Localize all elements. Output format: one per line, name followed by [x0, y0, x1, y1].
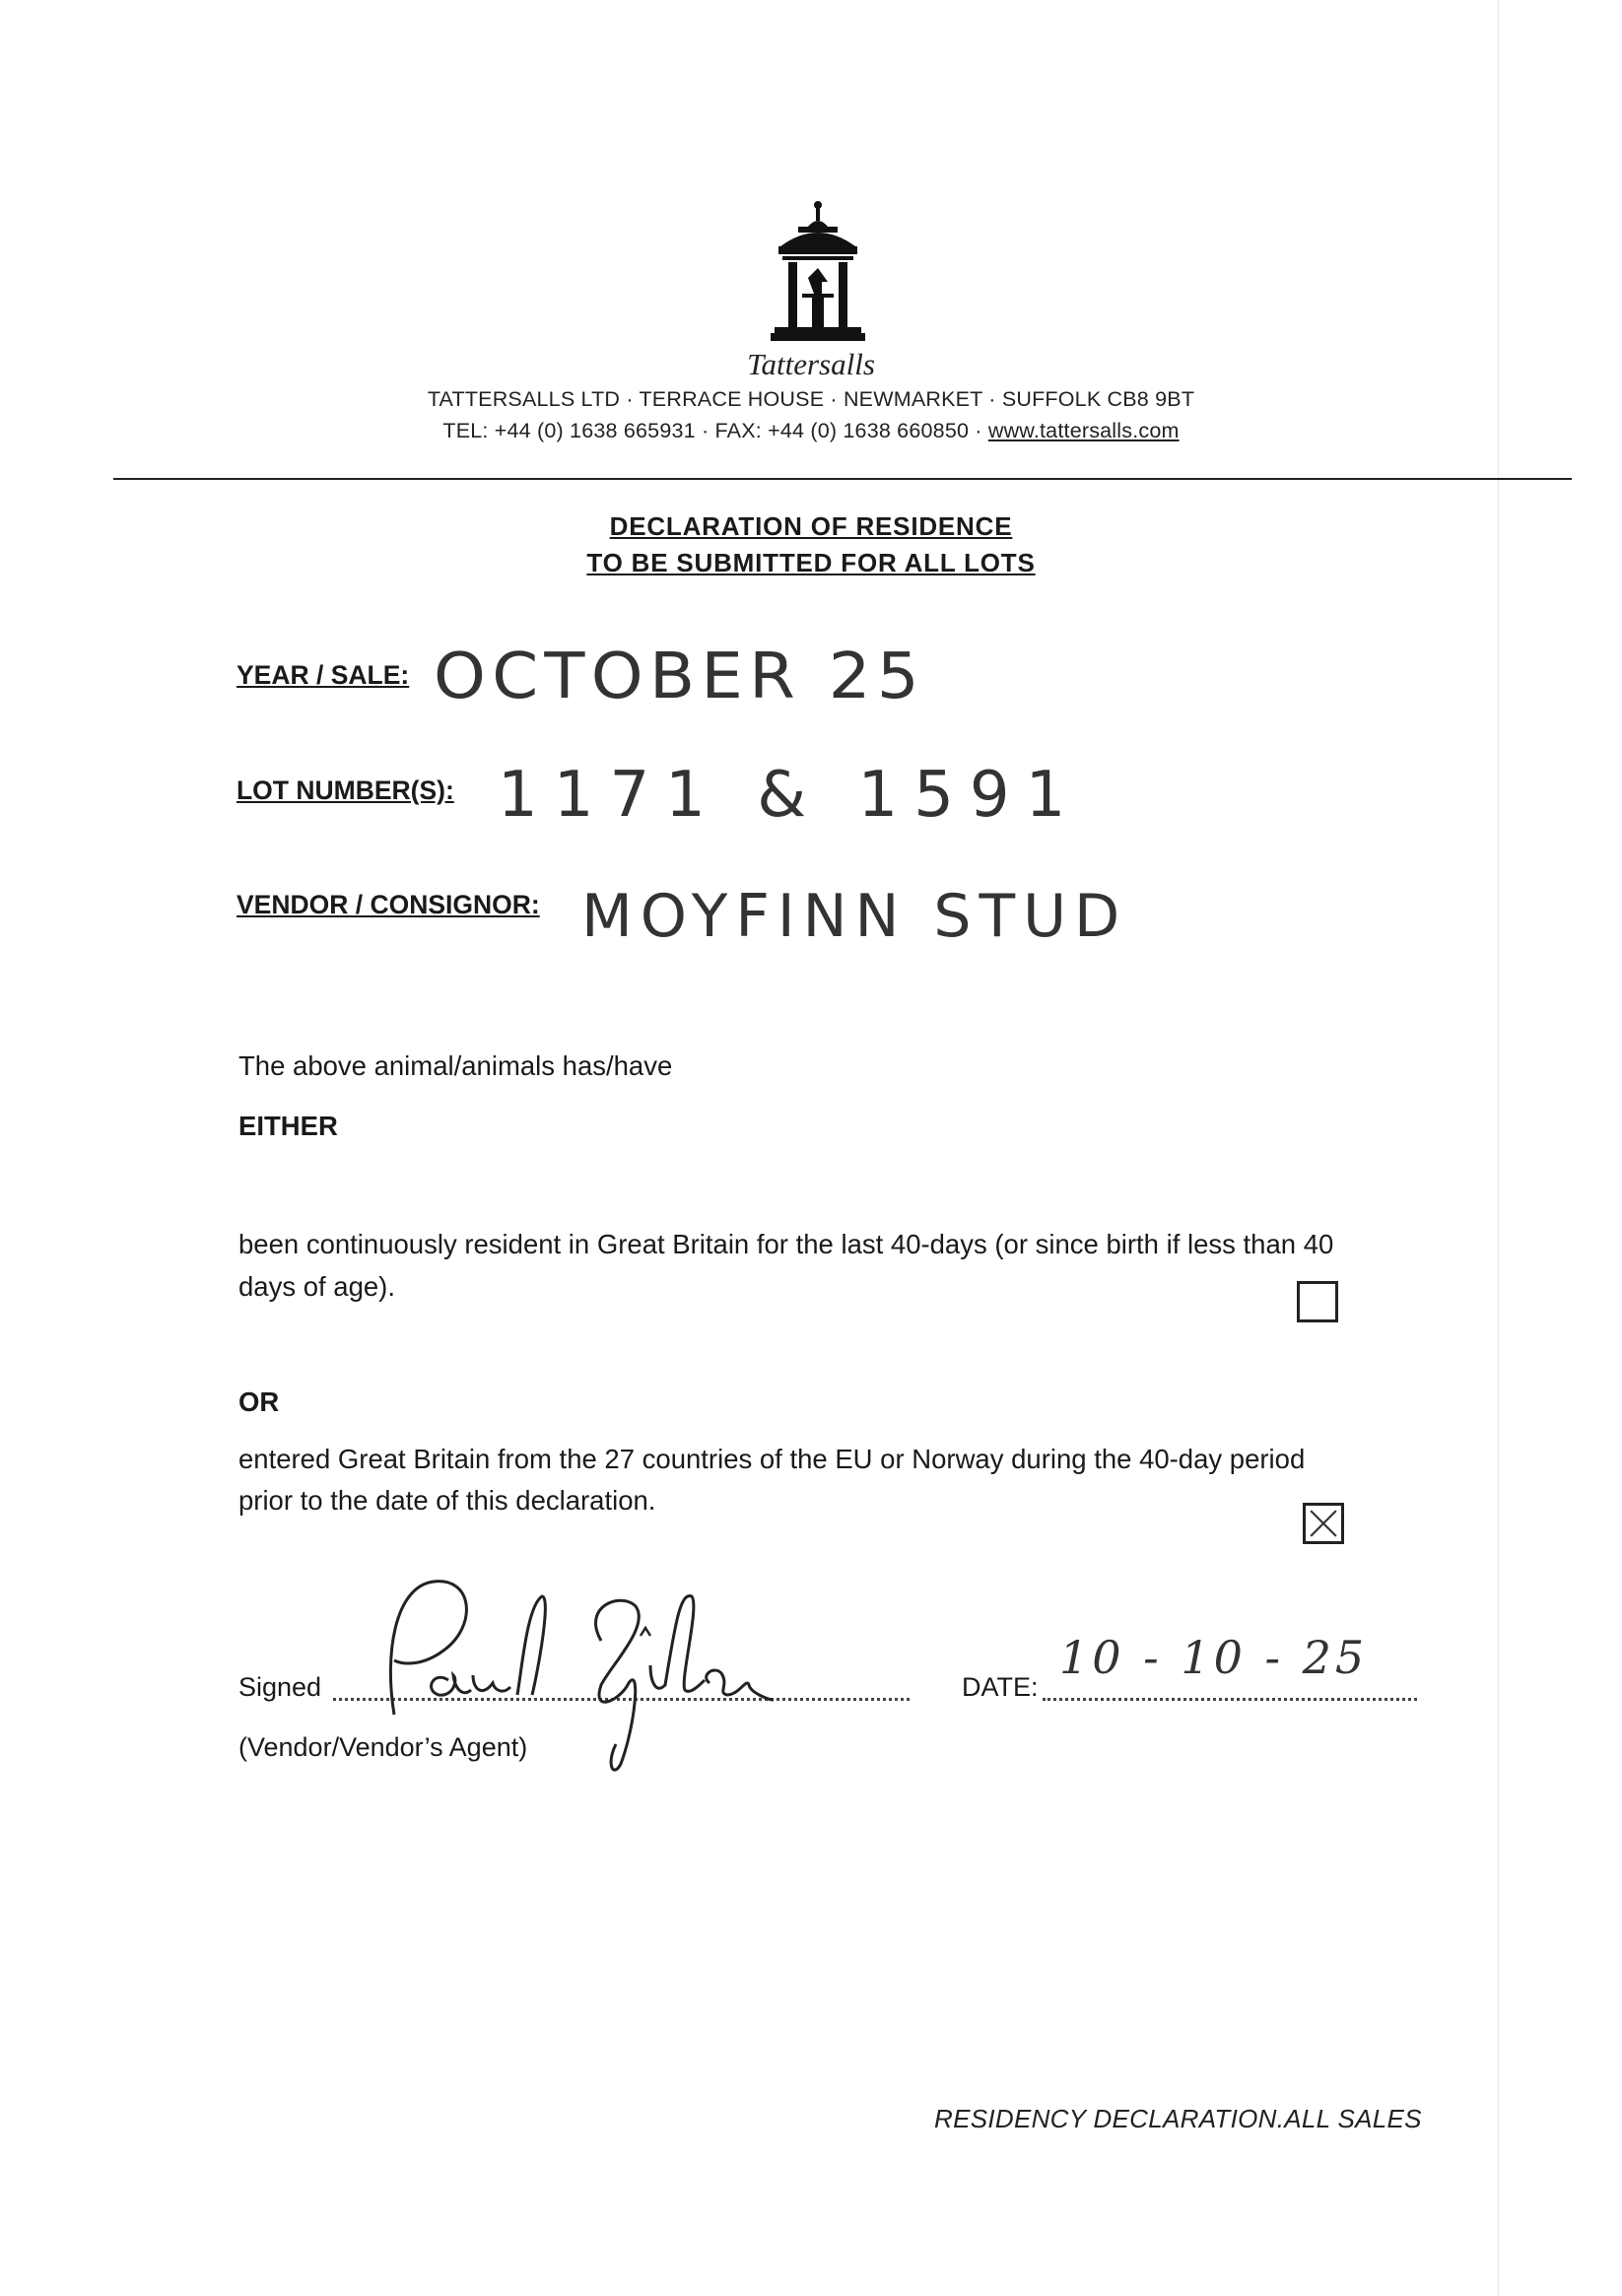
- document-subtitle: TO BE SUBMITTED FOR ALL LOTS: [586, 548, 1036, 577]
- option2-text: entered Great Britain from the 27 countries of the EU or Norway during the 40-day period: [238, 1444, 1306, 1474]
- document-title: DECLARATION OF RESIDENCE: [609, 511, 1013, 541]
- date-label: DATE:: [962, 1672, 1039, 1702]
- contact-numbers: TEL: +44 (0) 1638 665931 · FAX: +44 (0) 1638 660850 ·: [442, 419, 988, 442]
- vendor-consignor-label: VENDOR / CONSIGNOR:: [237, 890, 540, 919]
- option1-text-cont: days of age).: [238, 1271, 395, 1302]
- vendor-agent-label: (Vendor/Vendor’s Agent): [238, 1732, 528, 1762]
- scan-edge: [1498, 0, 1499, 2296]
- company-contact: [0, 419, 1622, 443]
- option2-text-cont: prior to the date of this declaration.: [238, 1485, 656, 1516]
- year-sale-value[interactable]: OCTOBER 25: [434, 641, 925, 713]
- signed-label: Signed: [238, 1672, 322, 1702]
- option1-text: been continuously resident in Great Britain for the last 40-days (or since birth if less than 40: [238, 1229, 1334, 1259]
- vendor-consignor-value[interactable]: MOYFINN STUD: [581, 882, 1128, 951]
- lot-numbers-label: LOT NUMBER(S):: [237, 776, 454, 805]
- footer-reference: RESIDENCY DECLARATION.ALL SALES: [934, 2104, 1422, 2133]
- option1-checkbox[interactable]: [1297, 1281, 1338, 1322]
- header-divider: [113, 478, 1572, 480]
- company-address: TATTERSALLS LTD · TERRACE HOUSE · NEWMARKET · SUFFOLK CB8 9BT: [427, 387, 1195, 411]
- year-sale-label: YEAR / SALE:: [237, 660, 410, 690]
- or-heading: OR: [238, 1386, 280, 1417]
- intro-text: The above animal/animals has/have: [238, 1050, 673, 1081]
- date-value[interactable]: 10 - 10 - 25: [1059, 1631, 1369, 1684]
- tattersalls-logo-icon: [769, 197, 867, 345]
- either-heading: EITHER: [238, 1111, 338, 1141]
- brand-name: Tattersalls: [747, 347, 875, 381]
- lot-numbers-value[interactable]: 1171 & 1591: [498, 759, 1082, 832]
- checkbox-cross-icon: [1306, 1506, 1341, 1541]
- option2-checkbox[interactable]: [1303, 1503, 1344, 1544]
- website-link[interactable]: www.tattersalls.com: [987, 419, 1180, 442]
